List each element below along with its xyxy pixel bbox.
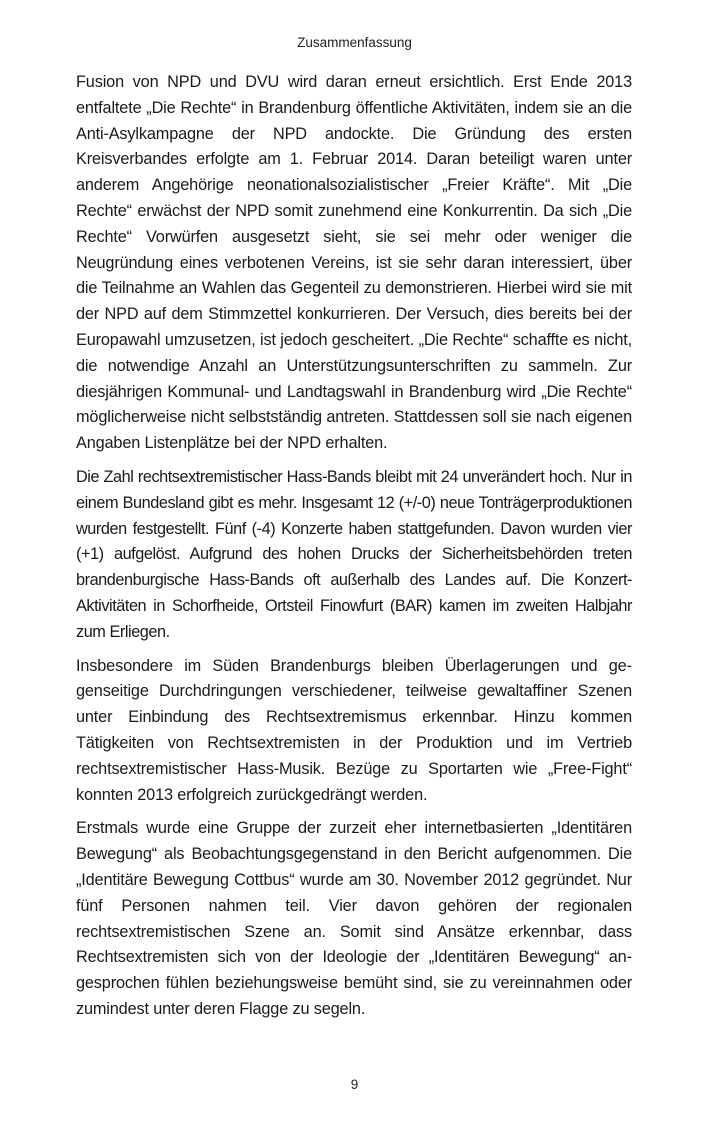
running-header-title: Zusammenfassung — [297, 35, 412, 50]
paragraph-hass-bands: Die Zahl rechtsextremistischer Hass-Bands bleibt mit 24 unverändert hoch. Nur in einem Bundesland gibt es mehr. Insgesamt 12 (+/-0) neue Tonträgerproduktionen wurden festgestellt. Fünf (-4) Konzerte haben stattgefunden. Davon wurden vier (+1) aufgelöst. Aufgrund des hohen Drucks der Sicherheitsbehörden treten brandenburgische Hass-Bands oft außerhalb des Landes auf. Die Konzert-Aktivitäten in Schorfheide, Ortsteil Finowfurt (BAR) kamen im zweiten Halbjahr zum Erliegen. — [76, 467, 632, 641]
page-number: 9 — [350, 1077, 359, 1092]
paragraph-sueden-brandenburgs: Insbesondere im Süden Brandenburgs bleiben Überlagerungen und gegenseitige Durchdringungen verschiedener, teilweise gewaltaffiner Szenen unter Einbindung des Rechtsextremismus erkennbar. Hinzu kommen Tätigkeiten von Rechtsextremisten in der Produktion und im Vertrieb rechtsextremistischer Hass-Musik. Bezüge zu Sportarten wie „Free-Fight“ konnten 2013 erfolgreich zurückgedrängt werden. — [76, 656, 632, 804]
body-text — [76, 70, 632, 1031]
paragraph-identitaere-bewegung: Erstmals wurde eine Gruppe der zurzeit eher internetbasierten „Identitären Bewegung“ als Beobachtungsgegenstand in den Bericht aufgenommen. Die „Identitäre Bewegung Cottbus“ wurde am 30. November 2012 gegründet. Nur fünf Personen nahmen teil. Vier davon gehören der regionalen rechtsextremistischen Szene an. Somit sind Ansätze erkennbar, dass Rechtsextremisten sich von der Ideologie der „Identitären Bewegung“ angesprochen fühlen beziehungsweise bemüht sind, sie zu vereinnahmen oder zumindest unter deren Flagge zu segeln. — [76, 819, 632, 1018]
paragraph-npd-die-rechte: Fusion von NPD und DVU wird daran erneut ersichtlich. Erst Ende 2013 entfaltete „Die Rechte“ in Brandenburg öffentliche Aktivitäten, indem sie an die Anti-Asylkampagne der NPD andockte. Die Gründung des ersten Kreisverbandes erfolgte am 1. Februar 2014. Daran beteiligt waren unter anderem Angehörige neonationalsozialistischer „Freier Kräfte“. Mit „Die Rechte“ erwächst der NPD somit zunehmend eine Konkurrentin. Da sich „Die Rechte“ Vorwürfen ausgesetzt sieht, sie sei mehr oder weniger die Neugründung eines verbotenen Vereins, ist sie sehr daran interessiert, über die Teilnahme an Wahlen das Gegenteil zu demonstrieren. Hierbei wird sie mit der NPD auf dem Stimmzettel konkurrieren. Der Versuch, dies bereits bei der Europawahl umzusetzen, ist jedoch gescheitert. „Die Rechte“ schaffte es nicht, die notwendige Anzahl an Unterstützungsunterschriften zu sammeln. Zur diesjährigen Kommunal- und Landtagswahl in Brandenburg wird „Die Rechte“ möglicherweise nicht selbstständig antreten. Stattdessen soll sie nach eigenen Angaben Listenplätze bei der NPD erhalten. — [76, 73, 632, 453]
